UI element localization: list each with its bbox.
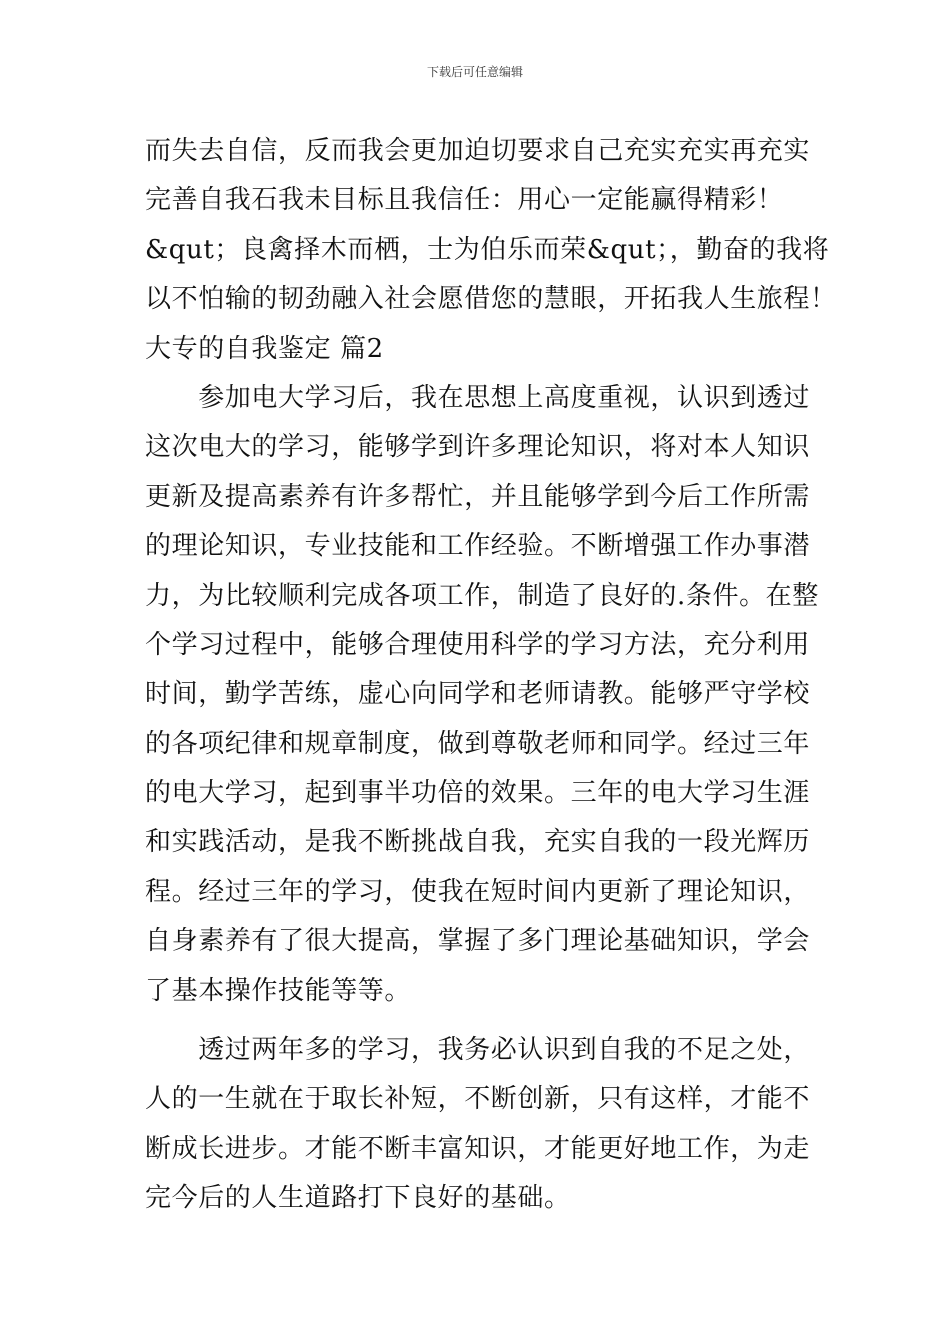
intro-line: 而失去自信，反而我会更加迫切要求自己充实充实再充实 xyxy=(145,136,811,166)
paragraph-2-line: 人的一生就在于取长补短，不断创新，只有这样，才能不 xyxy=(145,1084,811,1115)
header-text: 下载后可任意编辑 xyxy=(426,65,523,79)
paragraph-1-line: 时间，勤学苦练，虚心向同学和老师请教。能够严守学校 xyxy=(145,679,811,710)
paragraph-2-line: 透过两年多的学习，我务必认识到自我的不足之处， xyxy=(145,1035,811,1066)
paragraph-1-line: 和实践活动，是我不断挑战自我，充实自我的一段光辉历 xyxy=(145,827,811,858)
paragraph-2-line: 完今后的人生道路打下良好的基础。 xyxy=(145,1183,571,1214)
paragraph-1-line: 参加电大学习后，我在思想上高度重视，认识到透过 xyxy=(145,382,811,413)
paragraph-spacer xyxy=(145,1016,810,1026)
intro-line: &qut；良禽择木而栖，士为伯乐而荣&qut；，勤奋的我将 xyxy=(145,234,830,265)
paragraph-1-line: 这次电大的学习，能够学到许多理论知识，将对本人知识 xyxy=(145,432,811,463)
paragraph-2-line: 断成长进步。才能不断丰富知识，才能更好地工作，为走 xyxy=(145,1133,811,1164)
paragraph-1-line: 自身素养有了很大提高，掌握了多门理论基础知识，学会 xyxy=(145,926,811,957)
intro-line: 以不怕输的韧劲融入社会愿借您的慧眼，开拓我人生旅程！ xyxy=(145,284,837,315)
paragraph-1-line: 个学习过程中，能够合理使用科学的学习方法，充分利用 xyxy=(145,629,811,660)
paragraph-1-line: 更新及提高素养有许多帮忙，并且能够学到今后工作所需 xyxy=(145,481,811,512)
paragraph-1-line: 的电大学习，起到事半功倍的效果。三年的电大学习生涯 xyxy=(145,778,811,809)
intro-line: 完善自我石我未目标且我信任：用心一定能赢得精彩！ xyxy=(145,185,784,216)
page-header xyxy=(0,64,950,80)
document-body xyxy=(145,127,837,1224)
section-heading: 大专的自我鉴定 篇2 xyxy=(145,333,384,364)
paragraph-1-line: 了基本操作技能等等。 xyxy=(145,975,412,1006)
paragraph-1-line: 程。经过三年的学习，使我在短时间内更新了理论知识， xyxy=(145,876,811,907)
paragraph-1-line: 的各项纪律和规章制度，做到尊敬老师和同学。经过三年 xyxy=(145,728,811,759)
paragraph-1-line: 力，为比较顺利完成各项工作，制造了良好的.条件。在整 xyxy=(145,580,819,611)
paragraph-1-line: 的理论知识，专业技能和工作经验。不断增强工作办事潜 xyxy=(145,531,811,562)
